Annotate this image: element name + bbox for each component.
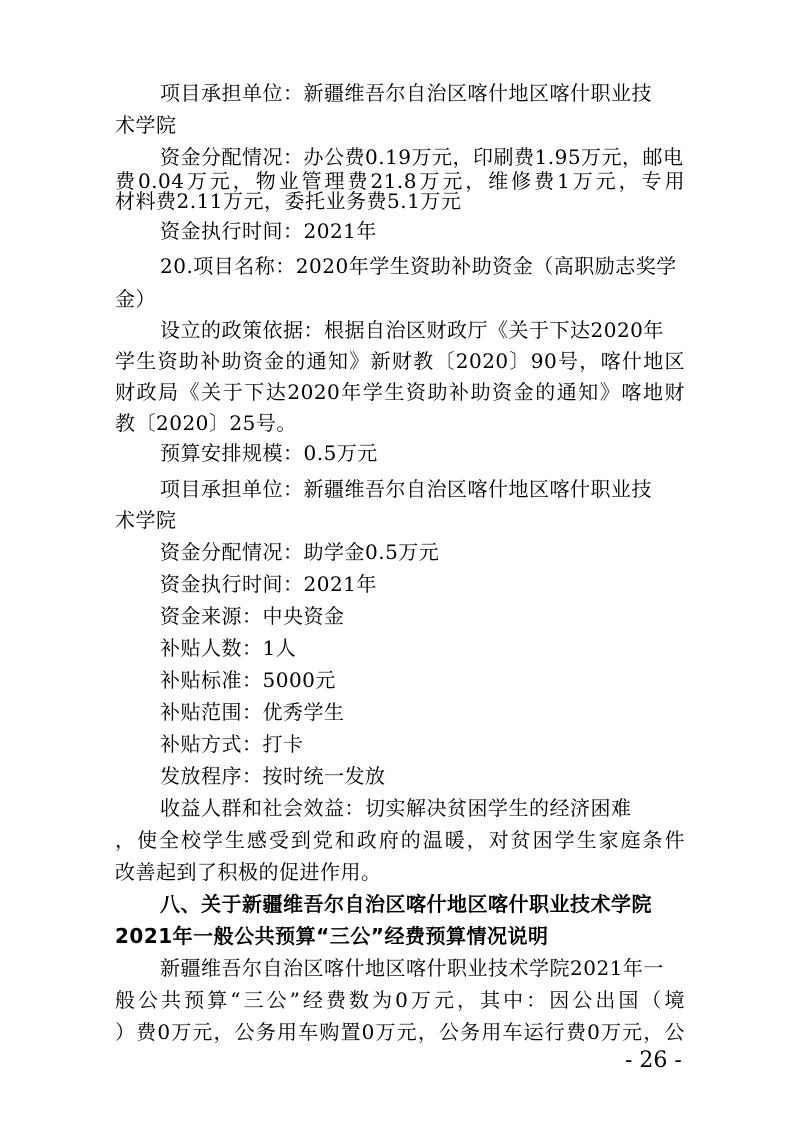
text-line: 补贴方式：打卡 — [160, 732, 304, 756]
text-line: 般公共预算“三公”经费数为0万元，其中：因公出国（境 — [115, 988, 685, 1012]
text-line: 教〔2020〕25号。 — [115, 411, 297, 435]
text-line: 资金执行时间：2021年 — [160, 572, 377, 596]
text-line: 收益人群和社会效益：切实解决贫困学生的经济困难 — [160, 796, 632, 820]
section-heading: 2021年一般公共预算“三公”经费预算情况说明 — [115, 924, 549, 948]
text-line: 发放程序：按时统一发放 — [160, 764, 386, 788]
text-line: 学生资助补助资金的通知》新财教〔2020〕90号，喀什地区 — [115, 349, 685, 373]
text-line: 新疆维吾尔自治区喀什地区喀什职业技术学院2021年一 — [160, 956, 664, 980]
text-line: 资金分配情况：办公费0.19万元，印刷费1.95万元，邮电 — [160, 145, 684, 169]
text-line: 金） — [115, 287, 156, 311]
text-line: 补贴标准：5000元 — [160, 668, 336, 692]
text-line: 材料费2.11万元，委托业务费5.1万元 — [115, 189, 462, 213]
text-line: 预算安排规模：0.5万元 — [160, 441, 378, 465]
text-line: 术学院 — [115, 508, 177, 532]
text-line: 术学院 — [115, 113, 177, 137]
text-line: ）费0万元，公务用车购置0万元，公务用车运行费0万元，公 — [115, 1020, 685, 1044]
text-line: 费0.04万元，物业管理费21.8万元，维修费1万元，专用 — [115, 169, 685, 193]
text-line: 资金来源：中央资金 — [160, 604, 345, 628]
text-line: 项目承担单位：新疆维吾尔自治区喀什地区喀什职业技 — [160, 81, 652, 105]
text-line: 补贴范围：优秀学生 — [160, 700, 345, 724]
section-heading: 八、关于新疆维吾尔自治区喀什地区喀什职业技术学院 — [160, 892, 652, 916]
text-line: ，使全校学生感受到党和政府的温暖，对贫困学生家庭条件 — [115, 828, 685, 852]
text-line: 补贴人数：1人 — [160, 636, 297, 660]
text-line: 资金执行时间：2021年 — [160, 219, 377, 243]
page-number: - 26 - — [625, 1048, 682, 1073]
text-line: 资金分配情况：助学金0.5万元 — [160, 540, 440, 564]
text-line: 20.项目名称：2020年学生资助补助资金（高职励志奖学 — [160, 254, 677, 278]
text-line: 财政局《关于下达2020年学生资助补助资金的通知》喀地财 — [115, 380, 685, 404]
text-line: 设立的政策依据：根据自治区财政厅《关于下达2020年 — [160, 318, 664, 342]
text-line: 改善起到了积极的促进作用。 — [115, 860, 382, 884]
text-line: 项目承担单位：新疆维吾尔自治区喀什地区喀什职业技 — [160, 477, 652, 501]
